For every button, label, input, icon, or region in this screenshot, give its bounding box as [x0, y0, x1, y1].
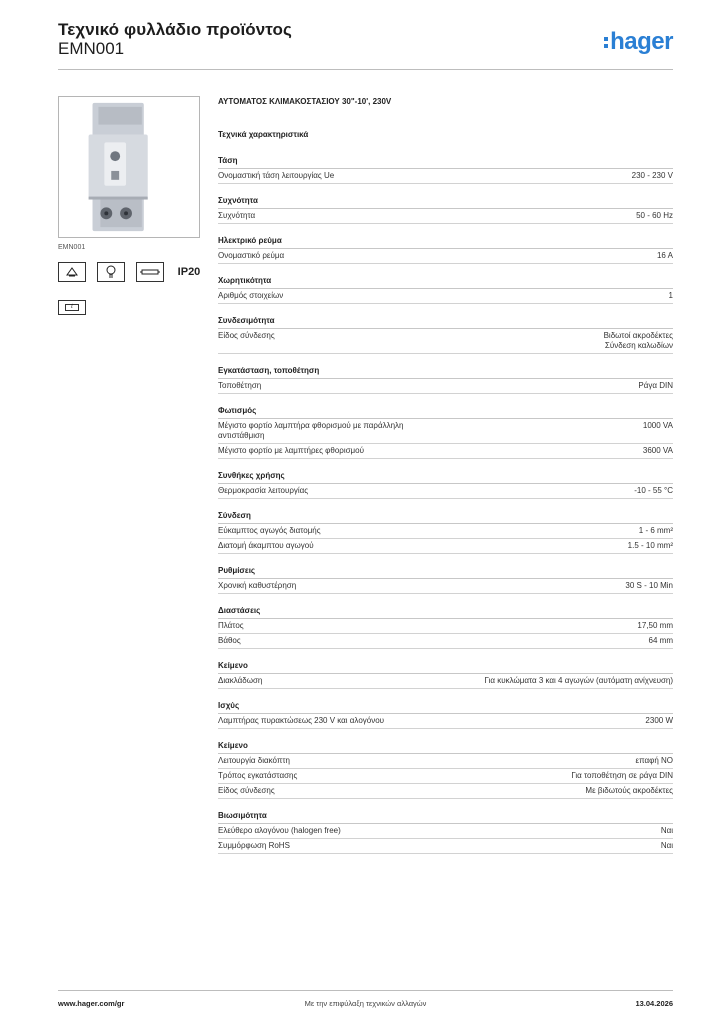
fluorescent-tube-icon — [136, 262, 164, 282]
spec-section — [218, 236, 673, 264]
spec-key: Ελεύθερο αλογόνου (halogen free) — [218, 826, 341, 835]
specs-title: Τεχνικά χαρακτηριστικά — [218, 130, 309, 139]
spec-value: 1 - 6 mm² — [638, 526, 673, 535]
product-heading: ΑΥΤΟΜΑΤΟΣ ΚΛΙΜΑΚΟΣΤΑΣΙΟΥ 30"-10', 230V — [218, 97, 392, 106]
spec-key: Συμμόρφωση RoHS — [218, 841, 290, 850]
spec-key: Διατομή άκαμπτου αγωγού — [218, 541, 314, 550]
spec-row — [218, 754, 673, 769]
product-code: EMN001 — [58, 39, 125, 58]
spec-value: 1 — [668, 291, 673, 300]
spec-section-title: Συνθήκες χρήσης — [218, 471, 673, 484]
timer-icon: t — [58, 300, 86, 315]
spec-row — [218, 289, 673, 304]
spec-section-title: Ισχύς — [218, 701, 673, 714]
footer-note: Με την επιφύλαξη τεχνικών αλλαγών — [304, 999, 427, 1008]
spec-row — [218, 634, 673, 649]
spec-value: 17,50 mm — [637, 621, 673, 630]
product-image-caption: EMN001 — [58, 244, 86, 251]
spec-key: Θερμοκρασία λειτουργίας — [218, 486, 309, 495]
spec-value: 64 mm — [648, 636, 673, 645]
spec-section-title: Βιωσιμότητα — [218, 811, 673, 824]
footer-url-link[interactable]: www.hager.com/gr — [58, 999, 125, 1008]
spec-key: Μέγιστο φορτίο με λαμπτήρες φθορισμού — [218, 446, 364, 455]
spec-section — [218, 566, 673, 594]
spec-row — [218, 539, 673, 554]
spec-section — [218, 701, 673, 729]
spec-key: Βάθος — [218, 636, 241, 645]
spec-row — [218, 769, 673, 784]
spec-section — [218, 196, 673, 224]
spec-section — [218, 511, 673, 554]
spec-row — [218, 329, 673, 354]
spec-row — [218, 484, 673, 499]
specifications-panel — [218, 97, 673, 854]
spec-row — [218, 619, 673, 634]
footer-divider — [58, 990, 673, 991]
ip-rating-label: IP20 — [177, 266, 201, 278]
spec-section-title: Ηλεκτρικό ρεύμα — [218, 236, 673, 249]
spec-row — [218, 444, 673, 459]
spec-section — [218, 366, 673, 394]
page-header — [58, 20, 673, 68]
spec-row — [218, 419, 673, 444]
spec-key: Λειτουργία διακόπτη — [218, 756, 290, 765]
spec-sections — [218, 156, 673, 854]
spec-row — [218, 824, 673, 839]
spec-section — [218, 661, 673, 689]
spec-key: Λαμπτήρας πυρακτώσεως 230 V και αλογόνου — [218, 716, 385, 725]
spec-section-title: Ρυθμίσεις — [218, 566, 673, 579]
spec-row — [218, 674, 673, 689]
spec-value: Με βιδωτούς ακροδέκτες — [585, 786, 673, 795]
lamp-icon — [97, 262, 125, 282]
spec-section-title: Κείμενο — [218, 741, 673, 754]
logo-text: hager — [610, 28, 673, 55]
spec-row — [218, 784, 673, 799]
spec-section — [218, 406, 673, 459]
spec-key: Χρονική καθυστέρηση — [218, 581, 297, 590]
spec-key: Τοποθέτηση — [218, 381, 262, 390]
spec-section-title: Τάση — [218, 156, 673, 169]
spec-section-title: Χωρητικότητα — [218, 276, 673, 289]
spec-section-title: Εγκατάσταση, τοποθέτηση — [218, 366, 673, 379]
spec-section — [218, 316, 673, 354]
spec-row — [218, 169, 673, 184]
spec-value: Ναι — [660, 826, 673, 835]
page-footer — [58, 999, 673, 1011]
spec-row — [218, 839, 673, 854]
spec-key: Είδος σύνδεσης — [218, 331, 275, 340]
spec-key: Διακλάδωση — [218, 676, 263, 685]
spec-value: 1.5 - 10 mm² — [627, 541, 673, 550]
product-image-frame — [58, 96, 200, 238]
spec-key: Αριθμός στοιχείων — [218, 291, 284, 300]
spec-key: Τρόπος εγκατάστασης — [218, 771, 298, 780]
ip20-badge — [175, 262, 203, 282]
header-divider — [58, 69, 673, 70]
spec-value: επαφή NO — [635, 756, 673, 765]
hager-logo[interactable] — [604, 28, 673, 56]
spec-section-title: Κείμενο — [218, 661, 673, 674]
spec-section — [218, 156, 673, 184]
spec-section-title: Συνδεσιμότητα — [218, 316, 673, 329]
spec-key: Ονομαστικό ρεύμα — [218, 251, 285, 260]
symbol-row — [58, 262, 203, 282]
spec-section — [218, 471, 673, 499]
spec-section — [218, 741, 673, 799]
spec-value: Για κυκλώματα 3 και 4 αγωγών (αυτόματη ανίχνευση) — [484, 676, 673, 685]
spec-section-title: Φωτισμός — [218, 406, 673, 419]
spec-key: Εύκαμπτος αγωγός διατομής — [218, 526, 321, 535]
spec-value: Για τοποθέτηση σε ράγα DIN — [571, 771, 673, 780]
spec-section — [218, 606, 673, 649]
spec-value: Ναι — [660, 841, 673, 850]
spec-section-title: Σύνδεση — [218, 511, 673, 524]
spec-key: Είδος σύνδεσης — [218, 786, 275, 795]
spec-section — [218, 276, 673, 304]
spec-key: Μέγιστο φορτίο λαμπτήρα φθορισμού με παράλληλη αντιστάθμιση — [218, 421, 404, 440]
spec-value: Βιδωτοί ακροδέκτες Σύνδεση καλωδίων — [603, 331, 673, 350]
footer-date: 13.04.2026 — [635, 999, 673, 1008]
product-image — [59, 97, 199, 237]
spec-row — [218, 714, 673, 729]
spec-row — [218, 249, 673, 264]
document-title: Τεχνικό φυλλάδιο προϊόντος — [58, 20, 292, 39]
spec-value: 16 A — [656, 251, 673, 260]
spec-row — [218, 379, 673, 394]
spec-row — [218, 524, 673, 539]
logo-dots-icon — [604, 37, 608, 48]
spec-value: 2300 W — [645, 716, 673, 725]
spec-key: Ονομαστική τάση λειτουργίας Ue — [218, 171, 335, 180]
spec-value: 1000 VA — [642, 421, 673, 430]
spec-row — [218, 209, 673, 224]
spec-value: 30 S - 10 Min — [625, 581, 673, 590]
spec-value: 50 - 60 Hz — [636, 211, 673, 220]
spec-value: 3600 VA — [642, 446, 673, 455]
staircase-light-icon — [58, 262, 86, 282]
spec-value: 230 - 230 V — [631, 171, 673, 180]
spec-key: Πλάτος — [218, 621, 244, 630]
spec-key: Συχνότητα — [218, 211, 256, 220]
spec-section-title: Συχνότητα — [218, 196, 673, 209]
spec-value: Ράγα DIN — [638, 381, 673, 390]
spec-section — [218, 811, 673, 854]
spec-value: -10 - 55 °C — [634, 486, 673, 495]
spec-row — [218, 579, 673, 594]
spec-section-title: Διαστάσεις — [218, 606, 673, 619]
